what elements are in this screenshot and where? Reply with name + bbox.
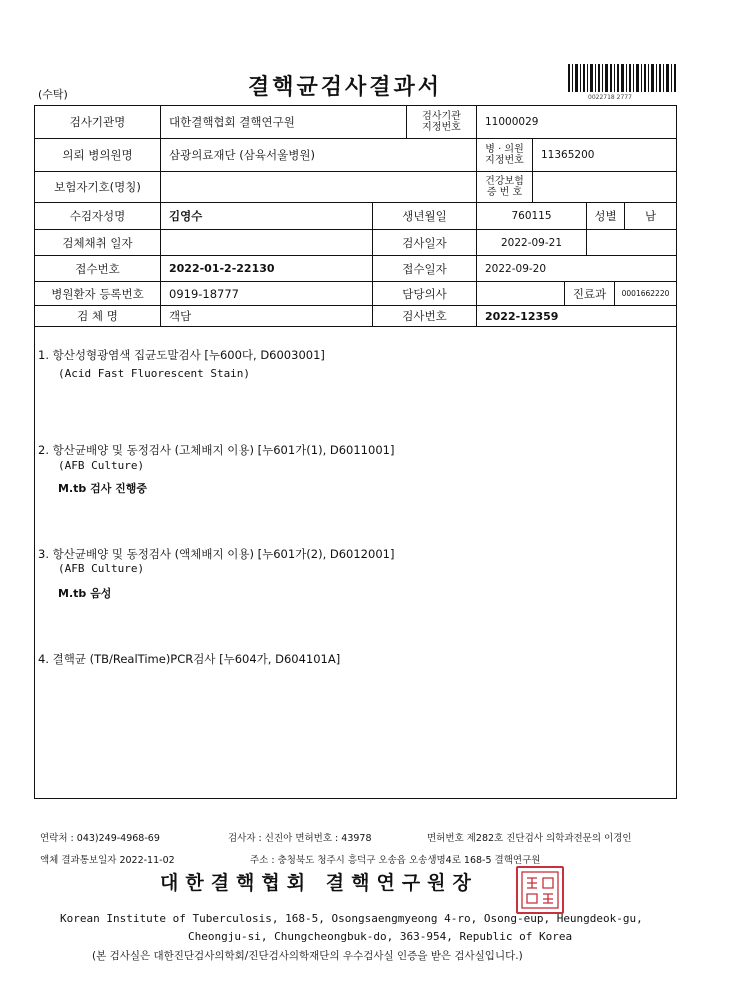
- item-3-result: M.tb 음성: [58, 587, 112, 600]
- hosp-id-label-2: 지정번호: [485, 155, 524, 166]
- dept-label: 진료과: [565, 282, 615, 306]
- specimen-value: 객담: [161, 306, 373, 326]
- hosp-id-label: [477, 139, 533, 172]
- accession-value: 2022-01-2-22130: [161, 256, 373, 282]
- tester-info: 검사자 : 신진아 면허번호 : 43978: [228, 833, 372, 844]
- insure-label: 보험자기호(명칭): [35, 172, 161, 203]
- inst-value: 대한결핵협회 결핵연구원: [161, 106, 407, 139]
- test-date-label: 검사일자: [373, 230, 477, 256]
- specimen-label: 검 체 명: [35, 306, 161, 326]
- address: 주소 : 충청북도 청주시 흥덕구 오송읍 오송생명4로 168-5 결핵연구원: [250, 855, 541, 866]
- top-label: (수탁): [38, 88, 68, 101]
- item-2-result: M.tb 검사 진행중: [58, 482, 148, 495]
- organization-name: 대한결핵협회 결핵연구원장: [160, 872, 478, 894]
- hosp-id-label-1: 병 · 의원: [485, 144, 524, 155]
- receipt-date-label: 접수일자: [373, 256, 477, 282]
- item-2-sub: (AFB Culture): [58, 459, 145, 472]
- contact-info: 연락처 : 043)249-4968-69: [40, 833, 160, 844]
- doctor-label: 담당의사: [373, 282, 477, 306]
- document-title: 결핵균검사결과서: [248, 75, 443, 100]
- report-date: 액체 결과통보일자 2022-11-02: [40, 855, 175, 866]
- patient-value: 김영수: [161, 203, 373, 230]
- doctor-value: [477, 282, 565, 306]
- barcode-icon: [568, 64, 676, 94]
- item-2-title: 2. 항산균배양 및 동정검사 (고체배지 이용) [누601가(1), D6011001]: [38, 443, 395, 457]
- inst-id-label: [407, 106, 477, 139]
- inst-label: 검사기관명: [35, 106, 161, 139]
- test-no-value: 2022-12359: [485, 309, 559, 323]
- barcode-text: 0022718 2777: [588, 94, 632, 101]
- sex-value: 남: [625, 203, 676, 230]
- specialist-info: 면허번호 제282호 진단검사 의학과전문의 이경인: [427, 833, 632, 844]
- item-1-sub: (Acid Fast Fluorescent Stain): [58, 367, 251, 380]
- reg-label: 병원환자 등록번호: [35, 282, 161, 306]
- health-label-1: 건강보험: [485, 176, 524, 187]
- test-date-empty: [587, 230, 676, 256]
- item-4-title: 4. 결핵균 (TB/RealTime)PCR검사 [누604가, D604101A]: [38, 652, 341, 666]
- health-label-2: 증 번 호: [486, 187, 523, 198]
- dob-value: 760115: [477, 203, 587, 230]
- test-date-value: 2022-09-21: [477, 230, 587, 256]
- reg-value: 0919-18777: [161, 282, 373, 306]
- accession-label: 접수번호: [35, 256, 161, 282]
- test-no-label: 검사번호: [373, 306, 477, 326]
- dob-label: 생년월일: [373, 203, 477, 230]
- health-label: [477, 172, 533, 203]
- hosp-label: 의뢰 병의원명: [35, 139, 161, 172]
- english-address-line-2: Cheongju-si, Chungcheongbuk-do, 363-954, Republic of Korea: [188, 930, 573, 943]
- item-3-title: 3. 항산균배양 및 동정검사 (액체배지 이용) [누601가(2), D6012001]: [38, 547, 395, 561]
- hosp-value: 삼광의료재단 (삼육서울병원): [161, 139, 477, 172]
- insure-value: [161, 172, 477, 203]
- inst-id-label-1: 검사기관: [422, 111, 461, 122]
- inst-id-label-2: 지정번호: [422, 122, 461, 133]
- dept-value: 0001662220: [615, 282, 676, 306]
- hosp-id-value: 11365200: [533, 139, 676, 172]
- collect-label: 검체채취 일자: [35, 230, 161, 256]
- official-seal-icon: [516, 866, 564, 914]
- collect-value: [161, 230, 373, 256]
- info-table: [34, 105, 677, 327]
- english-address-line-1: Korean Institute of Tuberculosis, 168-5, Osongsaengmyeong 4-ro, Osong-eup, Heungdeok-gu,: [60, 912, 643, 925]
- health-value: [533, 172, 676, 203]
- item-3-sub: (AFB Culture): [58, 562, 145, 575]
- inst-id-value: 11000029: [477, 106, 676, 139]
- certification-note: (본 검사실은 대한진단검사의학회/진단검사의학재단의 우수검사실 인증을 받은 검사실입니다.): [92, 950, 523, 962]
- sex-label: 성별: [587, 203, 625, 230]
- item-1-title: 1. 항산성형광염색 집균도말검사 [누600다, D6003001]: [38, 348, 325, 362]
- receipt-date-value: 2022-09-20: [477, 256, 676, 282]
- patient-label: 수검자성명: [35, 203, 161, 230]
